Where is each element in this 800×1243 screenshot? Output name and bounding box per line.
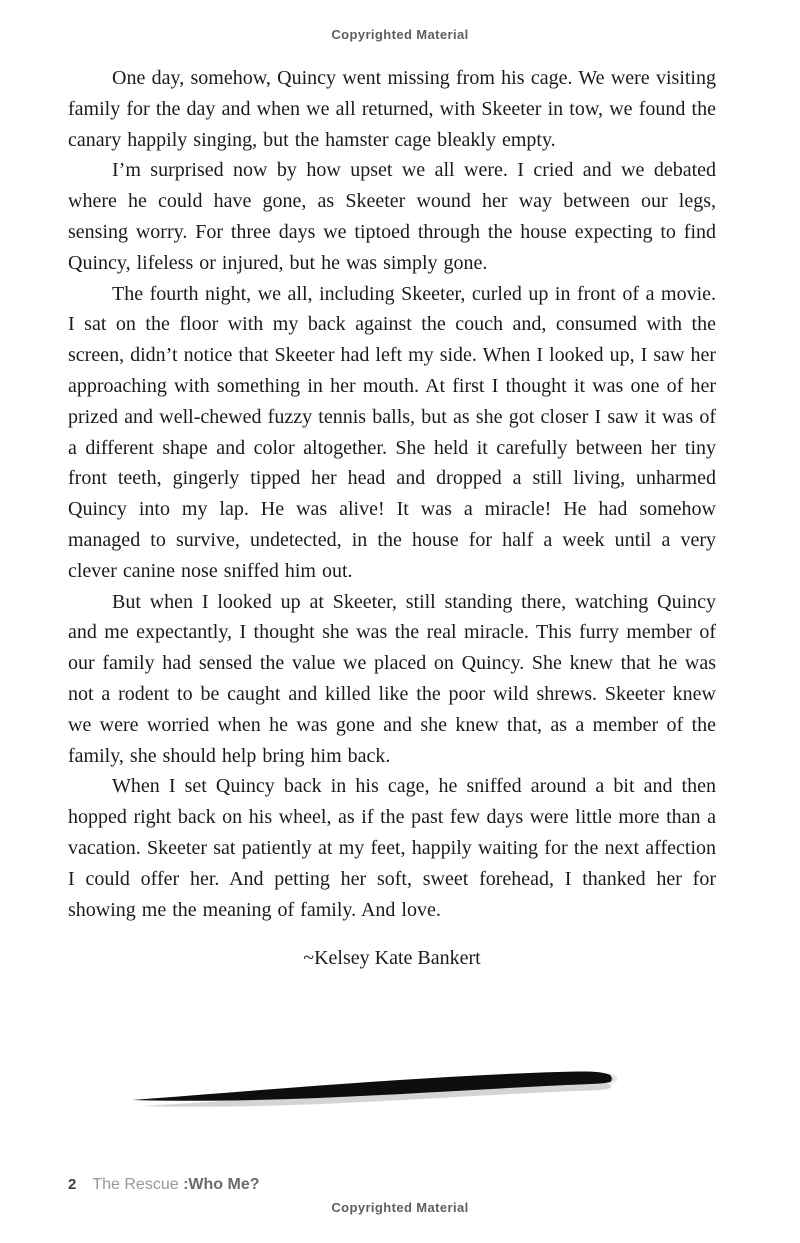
body-paragraph: The fourth night, we all, including Skeeter, curled up in front of a movie. I sat on the floor with my back against the couch and, consumed with the screen, didn’t notice that Skeeter had left my side. When I looked up, I saw her approaching with something in her mouth. At first I thought it was one of her prized and well-chewed fuzzy tennis balls, but as she got closer I saw it was of a different shape and color altogether. She held it carefully between her tiny front teeth, gingerly tipped her head and dropped a still living, unharmed Quincy into my lap. He was alive! It was a miracle! He had somehow managed to survive, undetected, in the house for half a week until a very clever canine nose sniffed him out. [68, 282, 716, 582]
body-paragraph: When I set Quincy back in his cage, he sniffed around a bit and then hopped right back on his wheel, as if the past few days were little more than a vacation. Skeeter sat patiently at my feet, happily waiting for the next affection I could offer her. And petting her soft, sweet forehead, I thanked her for showing me the meaning of family. And love. [68, 775, 716, 921]
page-footer [68, 1176, 259, 1194]
brush-stroke-divider [128, 1062, 628, 1114]
body-paragraph: But when I looked up at Skeeter, still standing there, watching Quincy and me expectantly, I thought she was the real miracle. This furry member of our family had sensed the value we placed on Quincy. She knew that he was not a rodent to be caught and killed like the poor wild shrews. Skeeter knew we were worried when he was gone and she knew that, as a member of the family, she should help bring him back. [68, 590, 716, 767]
footer-book-title: The Rescue [92, 1176, 179, 1193]
body-paragraph: One day, somehow, Quincy went missing from his cage. We were visiting family for the day and when we all returned, with Skeeter in tow, we found the canary happily singing, but the hamster cage bleakly empty. [68, 67, 716, 151]
page-body [68, 63, 716, 970]
copyright-notice-top: Copyrighted Material [331, 27, 469, 42]
copyright-notice-bottom: Copyrighted Material [331, 1200, 469, 1215]
author-attribution: ~Kelsey Kate Bankert [303, 947, 481, 970]
footer-book-subtitle: :Who Me? [183, 1176, 260, 1193]
brush-stroke-icon [128, 1062, 628, 1114]
body-paragraph: I’m surprised now by how upset we all were. I cried and we debated where he could have gone, as Skeeter wound her way between our legs, sensing worry. For three days we tiptoed through the house expecting to find Quincy, lifeless or injured, but he was simply gone. [68, 159, 716, 274]
page-number: 2 [68, 1176, 77, 1193]
